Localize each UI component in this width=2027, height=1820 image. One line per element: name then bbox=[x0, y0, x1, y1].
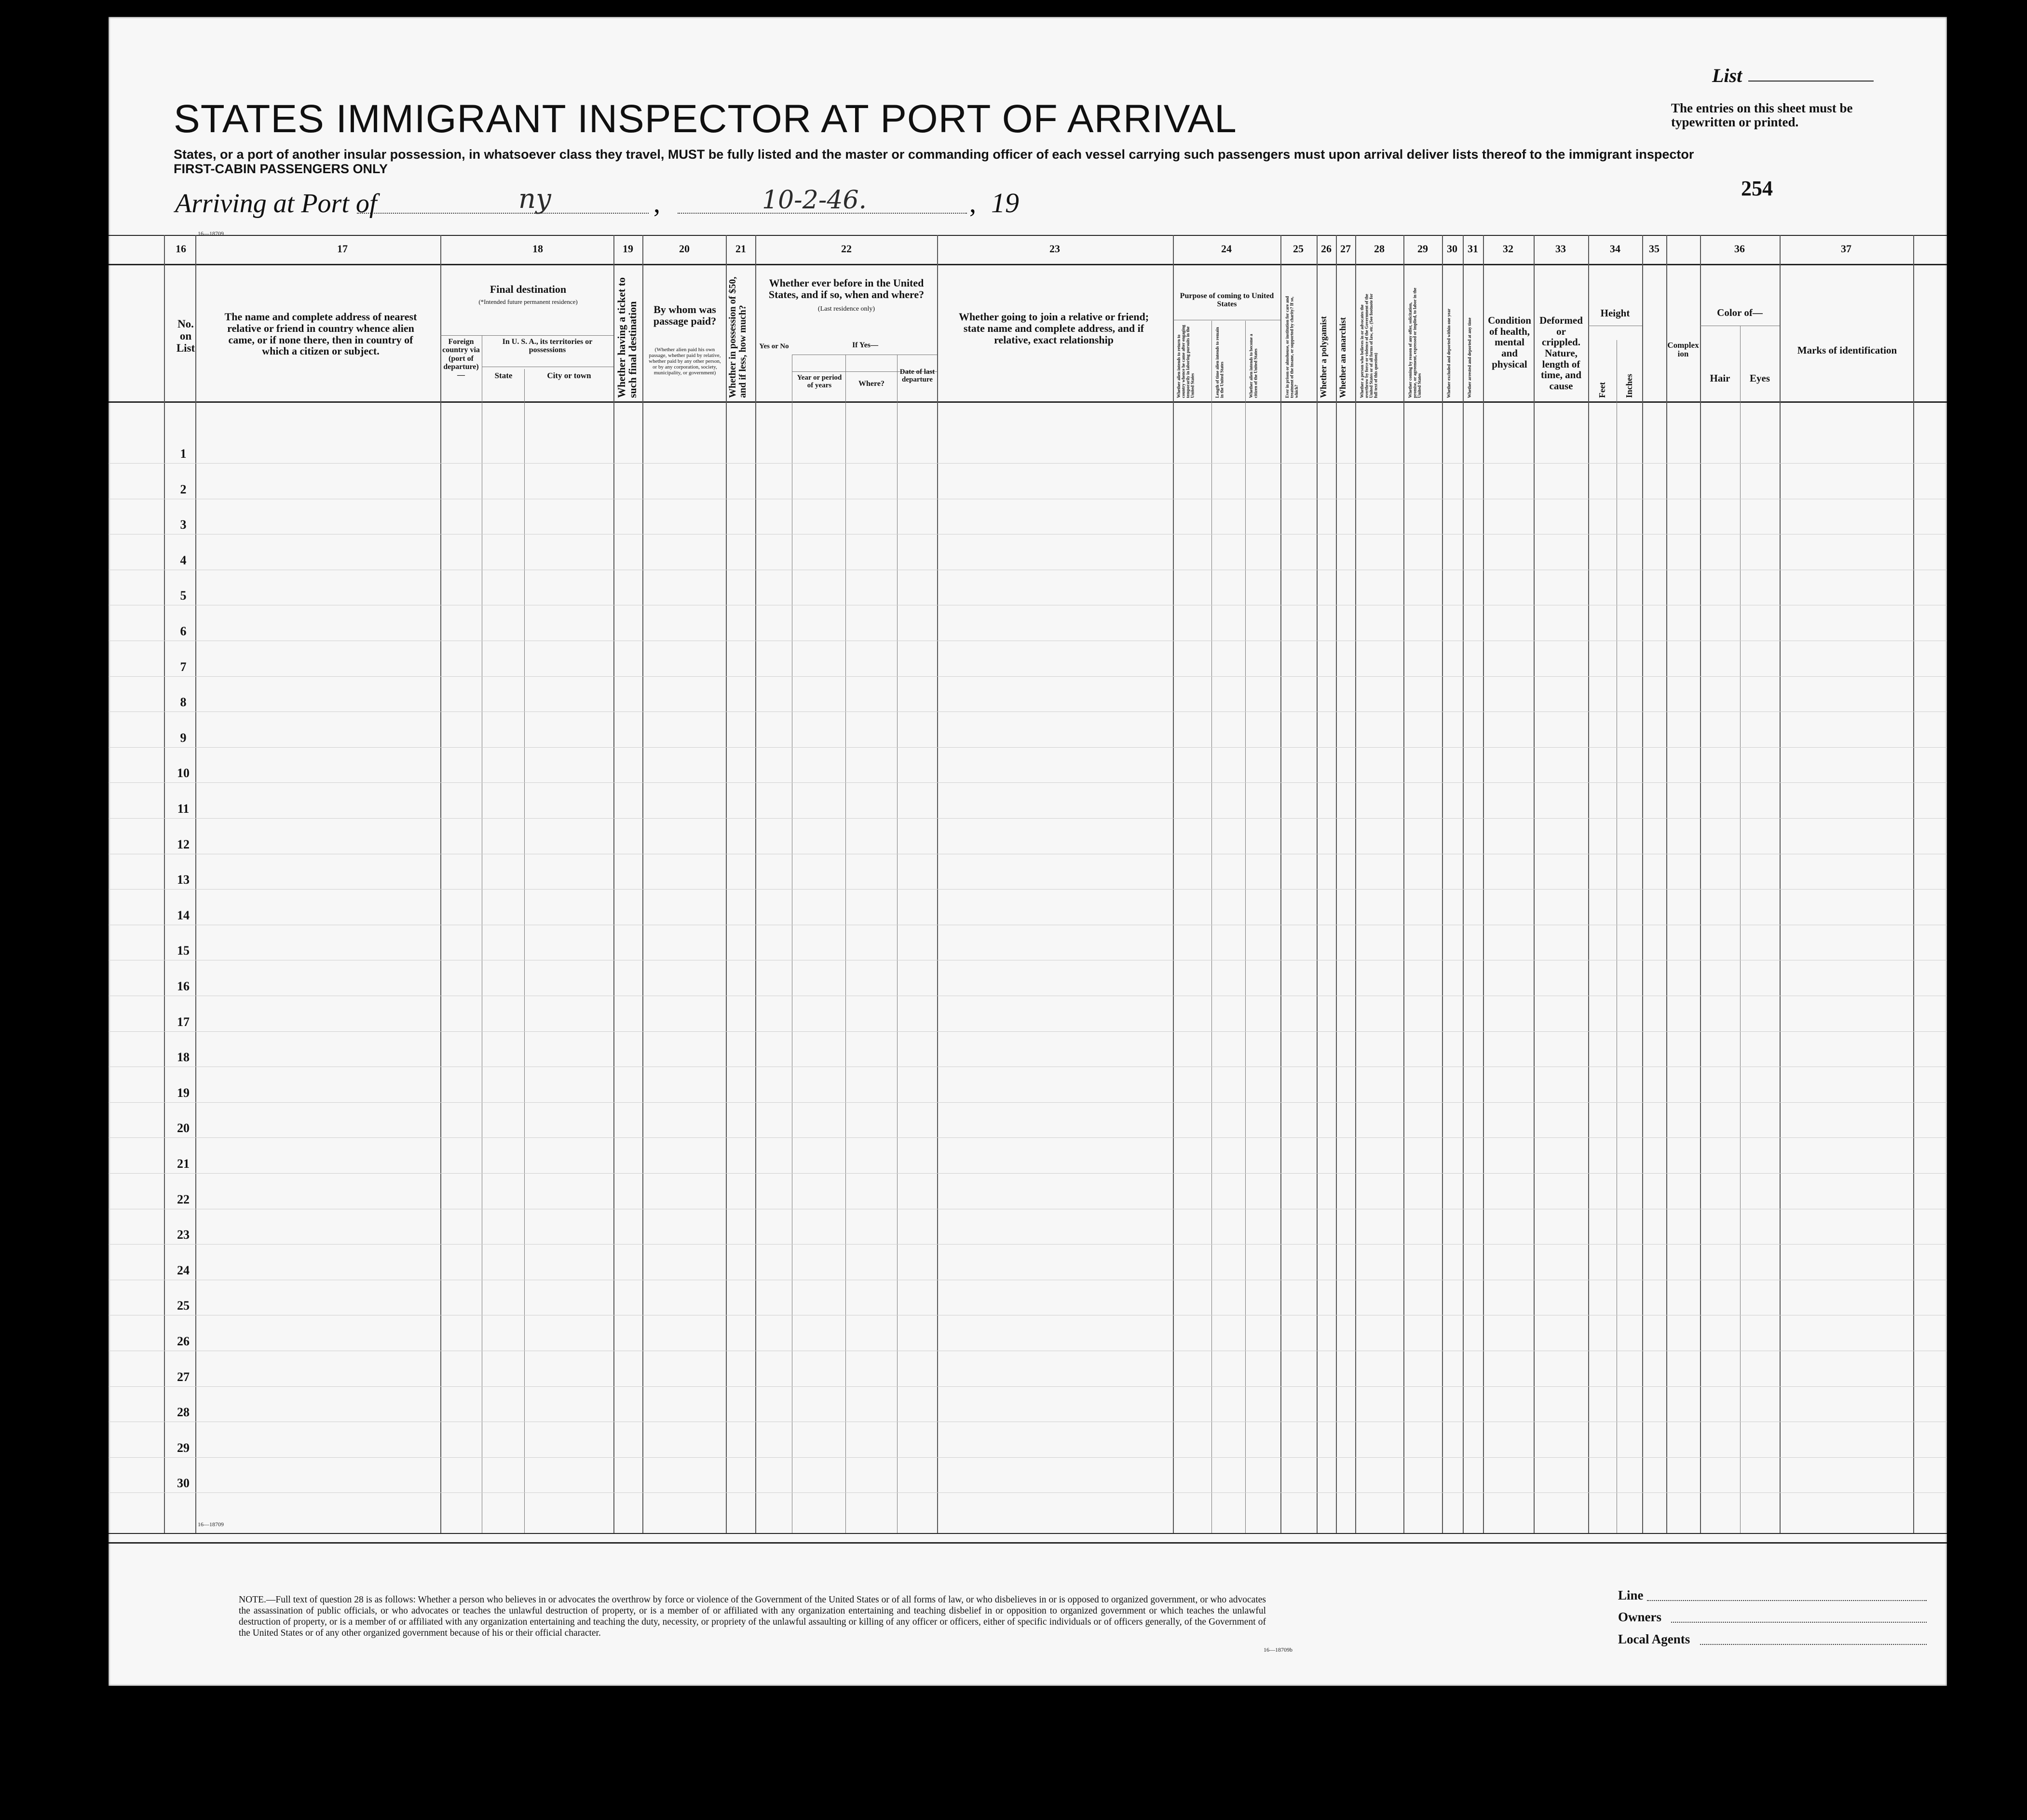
table-row bbox=[109, 1137, 1947, 1138]
row-number: 28 bbox=[177, 1405, 190, 1420]
header-before-in-us: Whether ever before in the United States, and if so, when and where? bbox=[768, 277, 925, 301]
column-number: 37 bbox=[1841, 243, 1851, 255]
header-question-28: Whether a person who believes in or advocates the overthrow by force or violence of the Government of the United States or of all forms of law, etc. (See footnote for full text of this question) bbox=[1360, 293, 1378, 398]
column-line bbox=[1336, 235, 1337, 1533]
column-number: 32 bbox=[1503, 243, 1513, 255]
column-number: 28 bbox=[1374, 243, 1385, 255]
owners-label: Owners bbox=[1618, 1610, 1661, 1624]
column-line bbox=[1534, 235, 1535, 1533]
column-line bbox=[1913, 235, 1914, 1533]
header-where: Where? bbox=[858, 380, 884, 388]
header-state: State bbox=[494, 371, 513, 380]
header-anarchist: Whether an anarchist bbox=[1338, 317, 1347, 398]
column-line bbox=[1442, 235, 1443, 1533]
row-number: 11 bbox=[177, 802, 190, 816]
column-line bbox=[1642, 235, 1643, 1533]
column-line bbox=[1317, 235, 1318, 1533]
page-title: STATES IMMIGRANT INSPECTOR AT PORT OF ARRIVAL bbox=[174, 97, 1237, 141]
column-number: 20 bbox=[679, 243, 690, 255]
row-number: 21 bbox=[177, 1157, 190, 1171]
date-value: 10-2-46. bbox=[762, 186, 867, 215]
line-label: Line bbox=[1618, 1588, 1644, 1602]
row-number: 22 bbox=[177, 1192, 190, 1206]
column-line bbox=[726, 235, 727, 1533]
row-number: 27 bbox=[177, 1369, 190, 1384]
header-question-29: Whether coming by reason of any offer, solicitation, promise, or agreement, expressed or implied, to labor in the United States bbox=[1408, 287, 1422, 398]
column-line bbox=[1173, 235, 1174, 1533]
column-number: 22 bbox=[841, 243, 852, 255]
table-row bbox=[109, 1102, 1947, 1103]
row-number: 25 bbox=[177, 1299, 190, 1313]
row-number: 7 bbox=[180, 659, 187, 674]
subcolumn-line bbox=[897, 355, 898, 1533]
row-number: 2 bbox=[180, 482, 187, 496]
table-rule bbox=[109, 401, 1947, 403]
typewritten-note: The entries on this sheet must be typewritten or printed. bbox=[1671, 101, 1853, 129]
row-number: 10 bbox=[177, 766, 190, 780]
column-line bbox=[1700, 235, 1701, 1533]
table-row bbox=[109, 1244, 1947, 1245]
table-rule bbox=[109, 1542, 1947, 1544]
column-number: 24 bbox=[1221, 243, 1232, 255]
header-marks: Marks of identification bbox=[1797, 344, 1897, 356]
table-rule bbox=[109, 235, 1947, 236]
column-line bbox=[195, 235, 196, 1533]
port-value: ny bbox=[518, 183, 551, 215]
header-join-relative: Whether going to join a relative or friend; state name and complete address, and if relative, exact relationship bbox=[958, 311, 1149, 346]
column-line bbox=[1780, 235, 1781, 1533]
header-final-destination-note: (*Intended future permanent residence) bbox=[478, 298, 578, 305]
header-height: Height bbox=[1600, 307, 1630, 319]
subcolumn-line bbox=[1245, 321, 1246, 1533]
header-in-usa: In U. S. A., its territories or possessions bbox=[502, 338, 593, 355]
column-line bbox=[1355, 235, 1356, 1533]
header-eyes: Eyes bbox=[1750, 372, 1770, 384]
header-question-30: Whether excluded and deported within one year bbox=[1446, 308, 1451, 398]
row-number: 14 bbox=[177, 908, 190, 922]
header-deformed: Deformed or crippled. Nature, length of time, and cause bbox=[1539, 315, 1583, 392]
column-number: 33 bbox=[1555, 243, 1566, 255]
row-number: 16 bbox=[177, 979, 190, 993]
subcolumn-line bbox=[1211, 321, 1212, 1533]
column-number: 26 bbox=[1321, 243, 1332, 255]
row-number: 26 bbox=[177, 1334, 190, 1348]
footnote: NOTE.—Full text of question 28 is as follows: Whether a person who believes in or advocates the overthrow by force or violence of the Government of the United States or of all forms of law, or who disbelieves in or is opposed to organized government, or who advocates the assassination of public officials, or who advocates or teaches the unlawful destruction of property, or is a member of or affiliated with any organization entertaining and teaching disbelief in or opposition to organized government or which teaches the unlawful destruction of property, or is a member of or affiliated with any organization entertaining and teaching the duty, necessity, or propriety of the unlawful assaulting or killing of any officer or officers, either of specific individuals or of officers generally, of the Government of the United States or of any other organized government because of his or their official character. bbox=[239, 1595, 1266, 1638]
sheet-number: 254 bbox=[1741, 177, 1773, 200]
owners-field[interactable] bbox=[1671, 1622, 1927, 1623]
header-purpose-return: Whether alien intends to return to country whence he came after engaging temporarily in laboring pursuits in the United States bbox=[1176, 325, 1195, 398]
header-ticket: Whether having a ticket to such final destination bbox=[615, 277, 639, 398]
table-row bbox=[109, 1386, 1947, 1387]
column-number: 19 bbox=[623, 243, 633, 255]
column-number: 36 bbox=[1734, 243, 1745, 255]
column-line bbox=[613, 235, 614, 1533]
column-line bbox=[1483, 235, 1484, 1533]
header-yes-no: Yes or No bbox=[759, 342, 789, 350]
table-row bbox=[109, 463, 1947, 464]
column-line bbox=[1403, 235, 1404, 1533]
header-health: Condition of health, mental and physical bbox=[1488, 315, 1531, 370]
header-feet: Feet bbox=[1597, 382, 1607, 398]
header-last-residence: (Last residence only) bbox=[817, 305, 875, 313]
row-number: 23 bbox=[177, 1228, 190, 1242]
column-number: 27 bbox=[1340, 243, 1351, 255]
table-row bbox=[109, 1173, 1947, 1174]
header-final-destination: Final destination bbox=[490, 283, 567, 295]
header-purpose-citizen: Whether alien intends to become a citizen of the United States bbox=[1249, 334, 1258, 398]
column-number: 34 bbox=[1610, 243, 1620, 255]
column-number: 16 bbox=[176, 243, 186, 255]
row-number: 9 bbox=[180, 730, 187, 745]
year-prefix: 19 bbox=[991, 187, 1019, 219]
column-number: 35 bbox=[1649, 243, 1660, 255]
row-number: 1 bbox=[180, 447, 187, 461]
header-hair: Hair bbox=[1710, 372, 1730, 384]
column-number: 21 bbox=[735, 243, 746, 255]
row-number: 18 bbox=[177, 1050, 190, 1065]
row-number: 3 bbox=[180, 518, 187, 532]
footnote-form-number: 16—18709b bbox=[1264, 1646, 1292, 1653]
header-passage-paid: By whom was passage paid? bbox=[653, 303, 717, 327]
subcolumn-line bbox=[845, 355, 846, 1533]
table-row bbox=[109, 1492, 1947, 1493]
row-number: 30 bbox=[177, 1476, 190, 1491]
header-relative-abroad: The name and complete address of nearest relative or friend in country whence alien came, or if none there, then in country of which a citizen or subject. bbox=[224, 311, 417, 357]
subcolumn-line bbox=[524, 369, 525, 1533]
header-no-on-list: No. on List bbox=[176, 318, 195, 354]
table-row bbox=[109, 818, 1947, 819]
list-label: List bbox=[1712, 65, 1742, 86]
header-prison: Ever in prison or almshouse, or institution for care and treatment of the insane, or supported by charity? If so, which? bbox=[1285, 296, 1299, 398]
column-line bbox=[1666, 235, 1667, 1533]
header-money: Whether in possession of $50, and if less, how much? bbox=[727, 276, 748, 398]
header-purpose-length: Length of time alien intends to remain in the United States bbox=[1215, 327, 1224, 398]
local-agents-label: Local Agents bbox=[1618, 1632, 1690, 1646]
row-number: 20 bbox=[177, 1121, 190, 1136]
table-row bbox=[109, 676, 1947, 677]
header-date-departure: Date of last departure bbox=[899, 368, 935, 384]
column-line bbox=[164, 235, 165, 1533]
instruction-text: States, or a port of another insular possession, in whatsoever class they travel, MUST be fully listed and the master or commanding officer of each vessel carrying such passengers must upon arrival deliver lists thereof to the immigrant inspector bbox=[174, 147, 1694, 162]
manifest-sheet bbox=[109, 17, 1947, 1686]
form-number: 16—18709 bbox=[198, 230, 224, 237]
header-if-yes: If Yes— bbox=[852, 341, 879, 349]
header-foreign-country: Foreign country via (port of departure)— bbox=[442, 338, 480, 380]
row-number: 15 bbox=[177, 944, 190, 958]
header-question-31: Whether arrested and deported at any time bbox=[1467, 317, 1472, 398]
header-polygamist: Whether a polygamist bbox=[1319, 316, 1328, 398]
column-number: 18 bbox=[532, 243, 543, 255]
row-number: 29 bbox=[177, 1440, 190, 1455]
column-number: 30 bbox=[1447, 243, 1457, 255]
header-passage-paid-note: (Whether alien paid his own passage, whether paid by relative, whether paid by any other person, or by any corporation, society, municipality, or government) bbox=[649, 347, 721, 376]
header-color-of: Color of— bbox=[1717, 307, 1763, 318]
row-number: 5 bbox=[180, 588, 187, 603]
row-number: 4 bbox=[180, 553, 187, 567]
row-number: 12 bbox=[177, 837, 190, 851]
form-number: 16—18709 bbox=[198, 1521, 224, 1528]
column-number: 29 bbox=[1417, 243, 1428, 255]
table-row bbox=[109, 1457, 1947, 1458]
header-inches: Inches bbox=[1624, 373, 1634, 398]
table-rule bbox=[109, 264, 1947, 265]
row-number: 24 bbox=[177, 1263, 190, 1277]
subcolumn-line bbox=[1740, 326, 1741, 1533]
header-city: City or town bbox=[547, 371, 591, 380]
row-number: 13 bbox=[177, 873, 190, 887]
table-rule bbox=[109, 1533, 1947, 1534]
line-field[interactable] bbox=[1647, 1600, 1927, 1601]
header-complexion: Complexion bbox=[1667, 341, 1699, 359]
separator: , bbox=[653, 189, 660, 219]
row-number: 17 bbox=[177, 1014, 190, 1029]
subheader-rule bbox=[440, 335, 613, 336]
column-number: 31 bbox=[1468, 243, 1478, 255]
list-field[interactable] bbox=[1748, 81, 1874, 82]
arriving-label: Arriving at Port of bbox=[175, 189, 377, 219]
column-line bbox=[1588, 235, 1589, 1533]
row-number: 8 bbox=[180, 695, 187, 710]
column-number: 23 bbox=[1049, 243, 1060, 255]
table-row bbox=[109, 747, 1947, 748]
header-purpose: Purpose of coming to United States bbox=[1180, 292, 1274, 309]
column-number: 25 bbox=[1293, 243, 1304, 255]
column-line bbox=[937, 235, 938, 1533]
column-line bbox=[642, 235, 643, 1533]
header-year-period: Year or period of years bbox=[797, 374, 842, 390]
table-row bbox=[109, 1031, 1947, 1032]
column-line bbox=[1280, 235, 1281, 1533]
local-agents-field[interactable] bbox=[1700, 1644, 1927, 1645]
column-line bbox=[755, 235, 756, 1533]
column-line bbox=[1463, 235, 1464, 1533]
column-line bbox=[440, 235, 441, 1533]
port-field[interactable] bbox=[357, 213, 649, 214]
row-number: 19 bbox=[177, 1085, 190, 1100]
row-number: 6 bbox=[180, 624, 187, 638]
separator: , bbox=[969, 189, 976, 219]
column-number: 17 bbox=[337, 243, 348, 255]
cabin-class-label: FIRST-CABIN PASSENGERS ONLY bbox=[174, 162, 388, 176]
table-row bbox=[109, 782, 1947, 783]
